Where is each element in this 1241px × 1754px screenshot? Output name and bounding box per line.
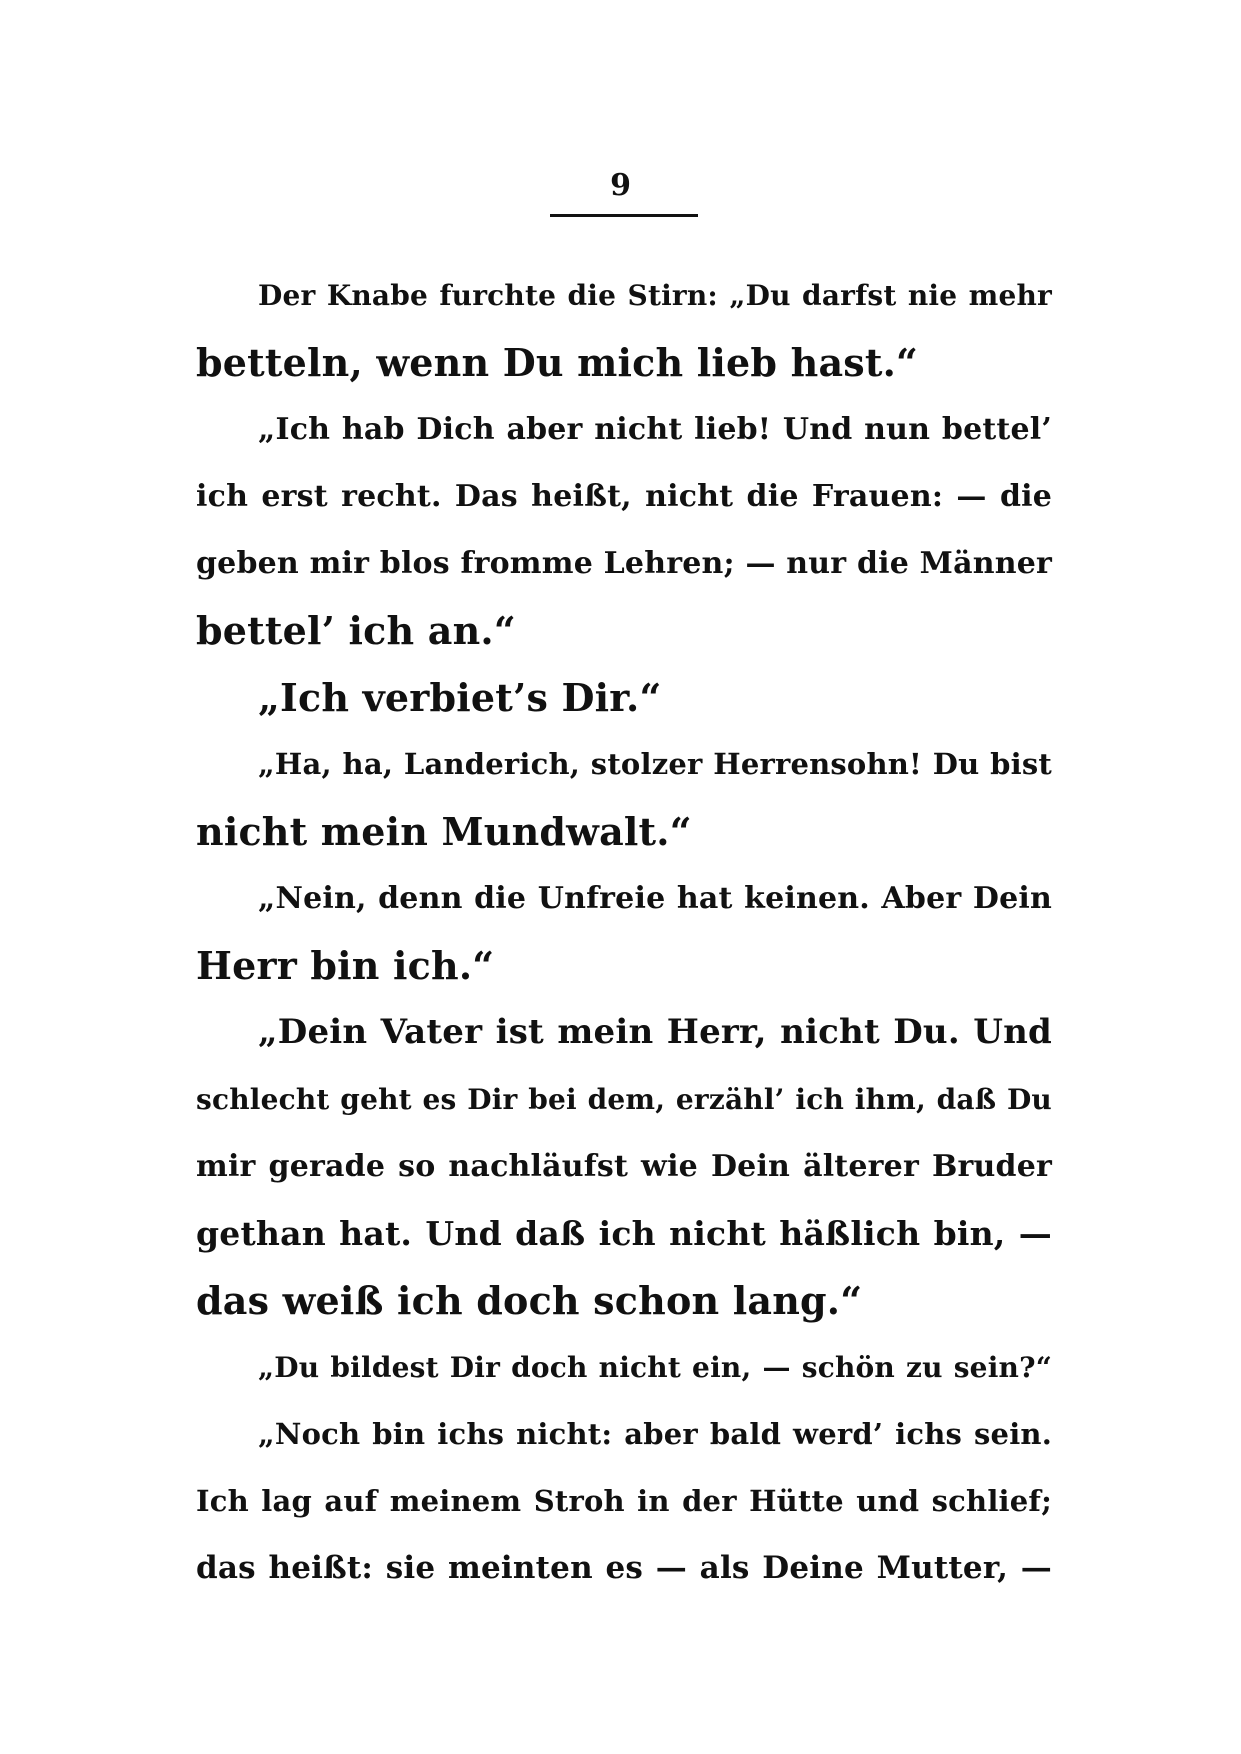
text-line: bettel’ ich an.“: [196, 608, 516, 653]
text-line: gethan hat. Und daß ich nicht häßlich bin, —: [196, 1214, 1052, 1253]
text-line: „Noch bin ichs nicht: aber bald werd’ ichs sein.: [258, 1417, 1052, 1451]
text-line: schlecht geht es Dir bei dem, erzähl’ ich ihm, daß Du: [196, 1083, 1052, 1116]
text-line: „Du bildest Dir doch nicht ein, — schön zu sein?“: [258, 1351, 1052, 1384]
body-text: [196, 262, 1052, 1602]
text-line: Der Knabe furchte die Stirn: „Du darfst nie mehr: [258, 279, 1052, 312]
text-line: „Ich verbiet’s Dir.“: [258, 675, 662, 720]
text-line: mir gerade so nachläufst wie Dein älterer Bruder: [196, 1149, 1052, 1184]
text-line: „Ha, ha, Landerich, stolzer Herrensohn! Du bist: [258, 747, 1052, 781]
text-line: betteln, wenn Du mich lieb hast.“: [196, 340, 919, 385]
text-line: Herr bin ich.“: [196, 943, 495, 988]
text-line: geben mir blos fromme Lehren; — nur die Männer: [196, 546, 1053, 581]
text-line: Ich lag auf meinem Stroh in der Hütte und schlief;: [196, 1484, 1052, 1518]
text-line: das heißt: sie meinten es — als Deine Mutter, —: [196, 1550, 1052, 1586]
header-rule: [550, 214, 698, 217]
text-line: das weiß ich doch schon lang.“: [196, 1278, 863, 1323]
text-line: „Ich hab Dich aber nicht lieb! Und nun bettel’: [258, 412, 1052, 447]
text-line: ich erst recht. Das heißt, nicht die Frauen: — die: [196, 479, 1052, 514]
text-line: nicht mein Mundwalt.“: [196, 809, 692, 854]
page-number: 9: [610, 168, 631, 203]
text-line: „Nein, denn die Unfreie hat keinen. Aber Dein: [258, 881, 1052, 916]
text-line: „Dein Vater ist mein Herr, nicht Du. Und: [258, 1012, 1052, 1052]
